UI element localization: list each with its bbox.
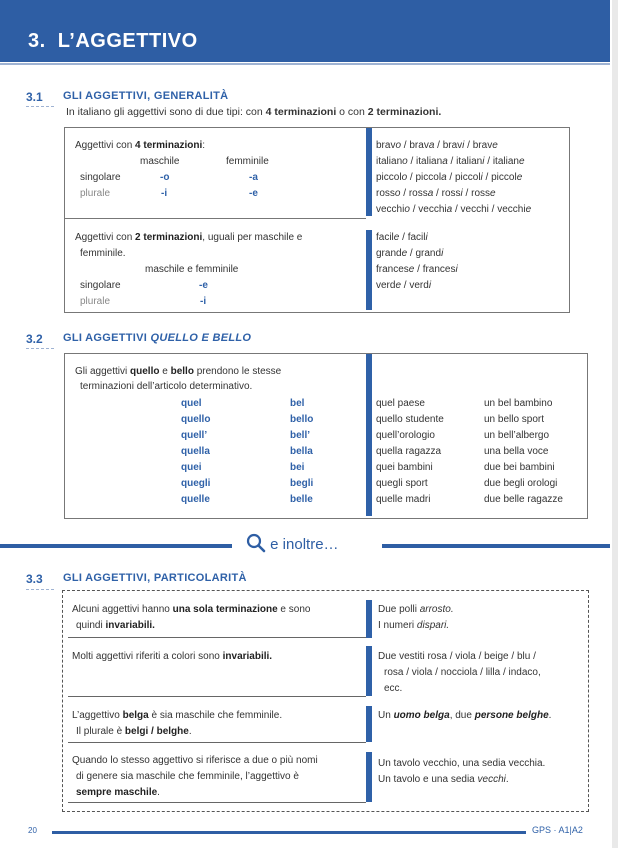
row-singular: singolare xyxy=(80,280,121,291)
quello-example: quei bambini xyxy=(376,462,433,473)
chapter-header xyxy=(0,0,610,62)
section-title: GLI AGGETTIVI QUELLO E BELLO xyxy=(63,332,252,344)
quello-example: quegli sport xyxy=(376,478,428,489)
chapter-title: 3. L’AGGETTIVO xyxy=(28,30,198,52)
quello-form: quei xyxy=(181,462,202,473)
rule-belga-line2: Il plurale è belgi / belghe. xyxy=(76,726,192,737)
section-number: 3.3 xyxy=(26,572,43,586)
bello-form: bei xyxy=(290,462,305,473)
bello-form: belle xyxy=(290,494,313,505)
example-dispari: I numeri dispari. xyxy=(378,620,450,631)
example-belga: Un uomo belga, due persone belghe. xyxy=(378,710,552,721)
adjective-ending: e xyxy=(492,140,498,151)
adjective-ending: a xyxy=(446,204,453,215)
footer-rule xyxy=(52,831,526,834)
page-edge xyxy=(612,0,618,848)
col-masc-fem: maschile e femminile xyxy=(145,264,239,275)
magnifier-icon xyxy=(246,533,266,553)
two-endings-heading-line2: femminile. xyxy=(80,248,126,259)
section-intro: In italiano gli aggettivi sono di due tipi: con 4 terminazioni o con 2 terminazioni. xyxy=(66,106,442,118)
page-number: 20 xyxy=(28,826,37,835)
adjective-ending: i xyxy=(482,156,485,167)
adjective-ending: o xyxy=(402,156,408,167)
quello-example: quella ragazza xyxy=(376,446,442,457)
example-vecchi: Un tavolo e una sedia vecchi. xyxy=(378,774,509,785)
adjective-ending: e xyxy=(516,172,523,183)
adjective-ending: a xyxy=(428,140,435,151)
qb-intro-line2: terminazioni dell’articolo determinativo. xyxy=(80,381,253,392)
adjective-ending: i xyxy=(462,140,465,151)
section-title: GLI AGGETTIVI, PARTICOLARITÀ xyxy=(63,572,247,584)
section-number: 3.1 xyxy=(26,90,43,104)
bello-example: un bello sport xyxy=(484,414,545,425)
adjective-ending: e xyxy=(408,264,415,275)
example-colors-line1: Due vestiti rosa / viola / beige / blu / xyxy=(378,651,536,662)
adjective-forms-row: bravo / brava / bravi / brave xyxy=(376,140,498,151)
adjective-forms-row: facile / facili xyxy=(376,232,428,243)
section-title: GLI AGGETTIVI, GENERALITÀ xyxy=(63,90,229,102)
example-arrosto: Due polli arrosto. xyxy=(378,604,454,615)
column-bar xyxy=(366,600,372,638)
bello-form: bella xyxy=(290,446,313,457)
row-plural: plurale xyxy=(80,188,111,199)
adjective-ending: a xyxy=(441,172,447,183)
bello-example: due belle ragazze xyxy=(484,494,563,505)
section-underline xyxy=(26,589,54,590)
rule-invariable-line1: Alcuni aggettivi hanno una sola terminazione e sono xyxy=(72,604,311,615)
example-vecchio: Un tavolo vecchio, una sedia vecchia. xyxy=(378,758,546,769)
adjective-ending: i xyxy=(460,188,463,199)
column-bar xyxy=(366,752,372,802)
column-bar xyxy=(366,646,372,696)
example-colors-line2: rosa / viola / nocciola / lilla / indaco, xyxy=(384,667,541,678)
adjective-forms-row: italiano / italiana / italiani / italiane xyxy=(376,156,525,167)
ending-plur-f: -e xyxy=(249,188,258,199)
row-plural: plurale xyxy=(80,296,111,307)
two-endings-heading: Aggettivi con 2 terminazioni, uguali per maschile e xyxy=(75,232,303,243)
adjective-forms-row: francese / francesi xyxy=(376,264,458,275)
quello-example: quelle madri xyxy=(376,494,431,505)
quello-example: quello studente xyxy=(376,414,444,425)
adjective-ending: i xyxy=(480,172,483,183)
rule-colors: Molti aggettivi riferiti a colori sono invariabili. xyxy=(72,651,273,662)
column-bar xyxy=(366,230,372,310)
adjectives-table xyxy=(64,127,570,313)
adjective-ending: o xyxy=(401,172,408,183)
adjective-ending: a xyxy=(442,156,448,167)
ending-sing: -e xyxy=(199,280,208,291)
quello-form: quell’ xyxy=(181,430,208,441)
section-number: 3.2 xyxy=(26,332,43,346)
row-divider xyxy=(68,802,366,803)
row-divider xyxy=(68,696,366,697)
bello-form: bello xyxy=(290,414,314,425)
bello-example: due bei bambini xyxy=(484,462,555,473)
rule-mixed-gender-line2: di genere sia maschile che femminile, l’aggettivo è xyxy=(76,771,299,782)
rule-mixed-gender-line3: sempre maschile. xyxy=(76,787,160,798)
ending-plur: -i xyxy=(200,296,207,307)
bello-example: due begli orologi xyxy=(484,478,558,489)
rule-mixed-gender-line1: Quando lo stesso aggettivo si riferisce a due o più nomi xyxy=(72,755,318,766)
example-colors-line3: ecc. xyxy=(384,683,403,694)
qb-intro-line1: Gli aggettivi quello e bello prendono le stesse xyxy=(75,366,282,377)
row-divider xyxy=(64,218,366,219)
adjective-ending: i xyxy=(455,264,458,275)
quello-form: quelle xyxy=(181,494,210,505)
quello-form: quello xyxy=(181,414,211,425)
row-divider xyxy=(68,637,366,638)
quello-form: quella xyxy=(181,446,210,457)
adjective-ending: e xyxy=(395,280,402,291)
quello-form: quel xyxy=(181,398,202,409)
adjective-ending: o xyxy=(395,140,402,151)
adjective-ending: o xyxy=(404,204,410,215)
adjective-forms-row: vecchio / vecchia / vecchi / vecchie xyxy=(376,204,532,215)
bello-form: bel xyxy=(290,398,305,409)
ending-plur-m: -i xyxy=(161,188,168,199)
adjective-ending: e xyxy=(393,232,400,243)
quello-example: quel paese xyxy=(376,398,425,409)
adjective-ending: e xyxy=(490,188,496,199)
bello-example: una bella voce xyxy=(484,446,549,457)
quello-form: quegli xyxy=(181,478,211,489)
four-endings-heading: Aggettivi con 4 terminazioni: xyxy=(75,140,206,151)
col-masculine: maschile xyxy=(140,156,180,167)
row-divider xyxy=(68,742,366,743)
rule-belga-line1: L’aggettivo belga è sia maschile che femminile. xyxy=(72,710,283,721)
bello-example: un bel bambino xyxy=(484,398,553,409)
adjective-ending: a xyxy=(427,188,434,199)
adjective-forms-row: rosso / rossa / rossi / rosse xyxy=(376,188,496,199)
adjective-forms-row: piccolo / piccola / piccoli / piccole xyxy=(376,172,523,183)
inoltre-banner: e inoltre… xyxy=(246,533,339,553)
adjective-ending: o xyxy=(394,188,401,199)
bello-form: begli xyxy=(290,478,314,489)
column-bar xyxy=(366,128,372,216)
adjective-ending: i xyxy=(428,280,432,291)
ending-sing-f: -a xyxy=(249,172,258,183)
column-bar xyxy=(366,354,372,516)
adjective-ending: i xyxy=(441,248,444,259)
book-title: GPS · A1|A2 xyxy=(532,825,583,835)
quello-example: quell’orologio xyxy=(376,430,435,441)
divider-right xyxy=(382,544,610,548)
adjective-forms-row: verde / verdi xyxy=(376,280,432,291)
header-rule xyxy=(0,63,610,65)
adjective-ending: e xyxy=(401,248,408,259)
bello-example: un bell’albergo xyxy=(484,430,550,441)
adjective-ending: e xyxy=(525,204,532,215)
bello-form: bell’ xyxy=(290,430,311,441)
divider-left xyxy=(0,544,232,548)
column-bar xyxy=(366,706,372,742)
ending-sing-m: -o xyxy=(160,172,170,183)
row-singular: singolare xyxy=(80,172,121,183)
adjective-forms-row: grande / grandi xyxy=(376,248,444,259)
rule-invariable-line2: quindi invariabili. xyxy=(76,620,155,631)
adjective-ending: i xyxy=(425,232,428,243)
col-feminine: femminile xyxy=(226,156,269,167)
section-underline xyxy=(26,106,54,107)
section-underline xyxy=(26,348,54,349)
adjective-ending: e xyxy=(518,156,525,167)
